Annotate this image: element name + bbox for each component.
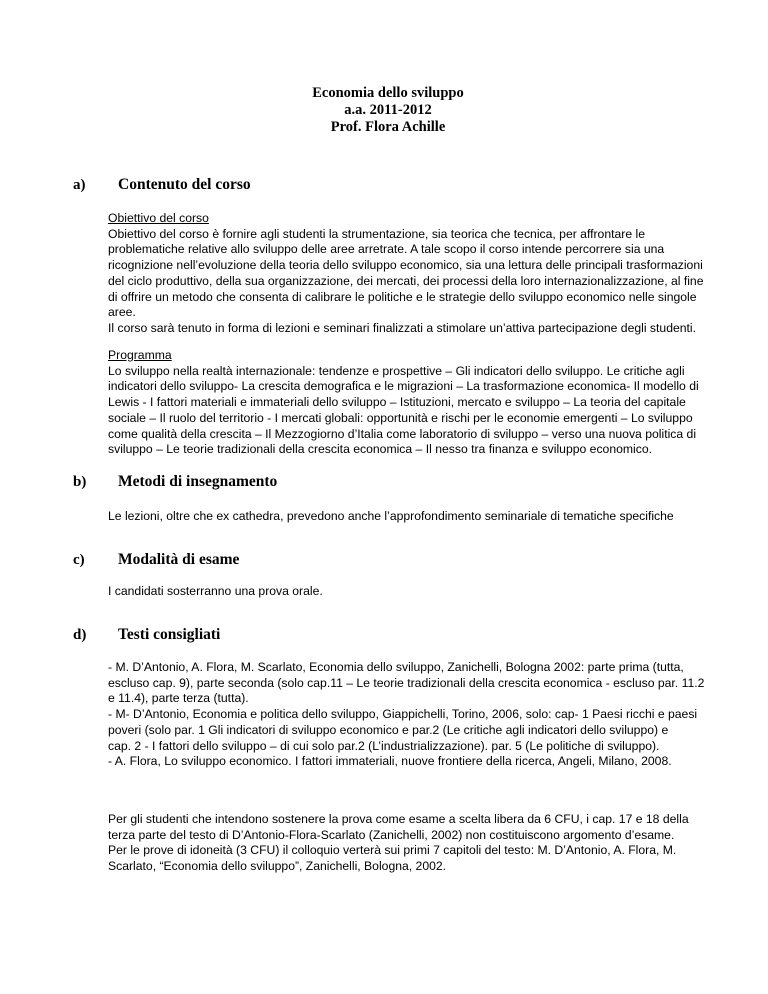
reference-1: - M. D’Antonio, A. Flora, M. Scarlato, Economia dello sviluppo, Zanichelli, Bologna 2002: parte prima (tutta, escluso cap. 9), parte seconda (solo cap.11 – Le teorie tradizionali della crescita economica - escluso par. 11.2 e 11.4), parte terza (tutta). — [108, 660, 705, 706]
note-3-cfu: Per le prove di idoneità (3 CFU) il colloquio verterà sui primi 7 capitoli del testo: M. D’Antonio, A. Flora, M. Scarlato, “Economia dello sviluppo”, Zanichelli, Bologna, 2002. — [108, 843, 677, 874]
objective-label: Obiettivo del corso — [108, 211, 209, 225]
section-a-objective — [108, 211, 708, 337]
exam-notes — [108, 812, 708, 875]
section-c-letter: c) — [73, 552, 85, 568]
teaching-methods-paragraph: Le lezioni, oltre che ex cathedra, prevedono anche l’approfondimento seminariale di tematiche specifiche — [108, 509, 674, 523]
section-b-letter: b) — [73, 474, 87, 490]
program-text: Lo sviluppo nella realtà internazionale: tendenze e prospettive – Gli indicatori dello sviluppo. Le critiche agli indicatori dello sviluppo- La crescita demografica e le migrazioni – La trasformazione economica- Il modello di Lewis - I fattori materiali e immateriali dello sviluppo – Istituzioni, mercato e sviluppo – La teoria del capitale sociale – Il ruolo del territorio - I mercati globali: opportunità e rischi per le economie emergenti – Lo sviluppo come qualità della crescita – Il Mezzogiorno d’Italia come laboratorio di sviluppo – verso una nuova politica di sviluppo – Le teorie tradizionali della crescita economica – Il nesso tra finanza e sviluppo economico. — [108, 363, 699, 457]
reference-2a: - M- D’Antonio, Economia e politica dello sviluppo, Giappichelli, Torino, 2006, solo: cap- 1 Paesi ricchi e paesi poveri (solo par. 1 Gli indicatori di sviluppo economico e par.2 (Le critiche agli indicatori dello sviluppo) e — [108, 707, 698, 737]
section-c-heading: Modalità di esame — [118, 551, 240, 568]
reference-2b: cap. 2 - I fattori dello sviluppo – di cui solo par.2 (L’industrializzazione). par. 5 (Le politiche di sviluppo). — [108, 738, 660, 753]
objective-text: Obiettivo del corso è fornire agli studenti la strumentazione, sia teorica che tecnica, per affrontare le problematiche relative allo sviluppo delle aree arretrate. A tale scopo il corso intende percorrere sia una ricognizione nell’evoluzione della teoria dello sviluppo economico, sia una lettura delle principali trasformazioni del ciclo produttivo, della sua organizzazione, dei mercati, dei processi della loro internazionalizzazione, al fine di offrire un metodo che consenta di calibrare le politiche e le strategie dello sviluppo economico nelle singole aree. — [108, 226, 704, 320]
section-b-heading: Metodi di insegnamento — [118, 473, 278, 490]
reference-3: - A. Flora, Lo sviluppo economico. I fattori immateriali, nuove frontiere della ricerca, Angeli, Milano, 2008. — [108, 754, 672, 769]
course-title: Economia dello sviluppo — [312, 85, 464, 101]
professor-name: Prof. Flora Achille — [330, 119, 446, 135]
section-a-program — [108, 348, 708, 458]
note-6-cfu: Per gli studenti che intendono sostenere la prova come esame a scelta libera da 6 CFU, i cap. 17 e 18 della terza parte del testo di D’Antonio-Flora-Scarlato (Zanichelli, 2002) non costituiscono argomento d’esame. — [108, 812, 689, 842]
program-label: Programma — [108, 348, 172, 362]
section-a-heading: Contenuto del corso — [118, 176, 251, 193]
course-format-text: Il corso sarà tenuto in forma di lezioni e seminari finalizzati a stimolare un’attiva partecipazione degli studenti. — [108, 320, 697, 335]
section-a-letter: a) — [73, 177, 86, 193]
academic-year: a.a. 2011-2012 — [344, 102, 432, 118]
section-d-heading: Testi consigliati — [118, 626, 221, 643]
recommended-texts — [108, 660, 708, 770]
exam-mode-text — [108, 584, 708, 600]
document-title-block — [0, 85, 768, 136]
section-d-letter: d) — [73, 627, 87, 643]
teaching-methods-text — [108, 509, 708, 525]
exam-mode-paragraph: I candidati sosterranno una prova orale. — [108, 584, 323, 598]
